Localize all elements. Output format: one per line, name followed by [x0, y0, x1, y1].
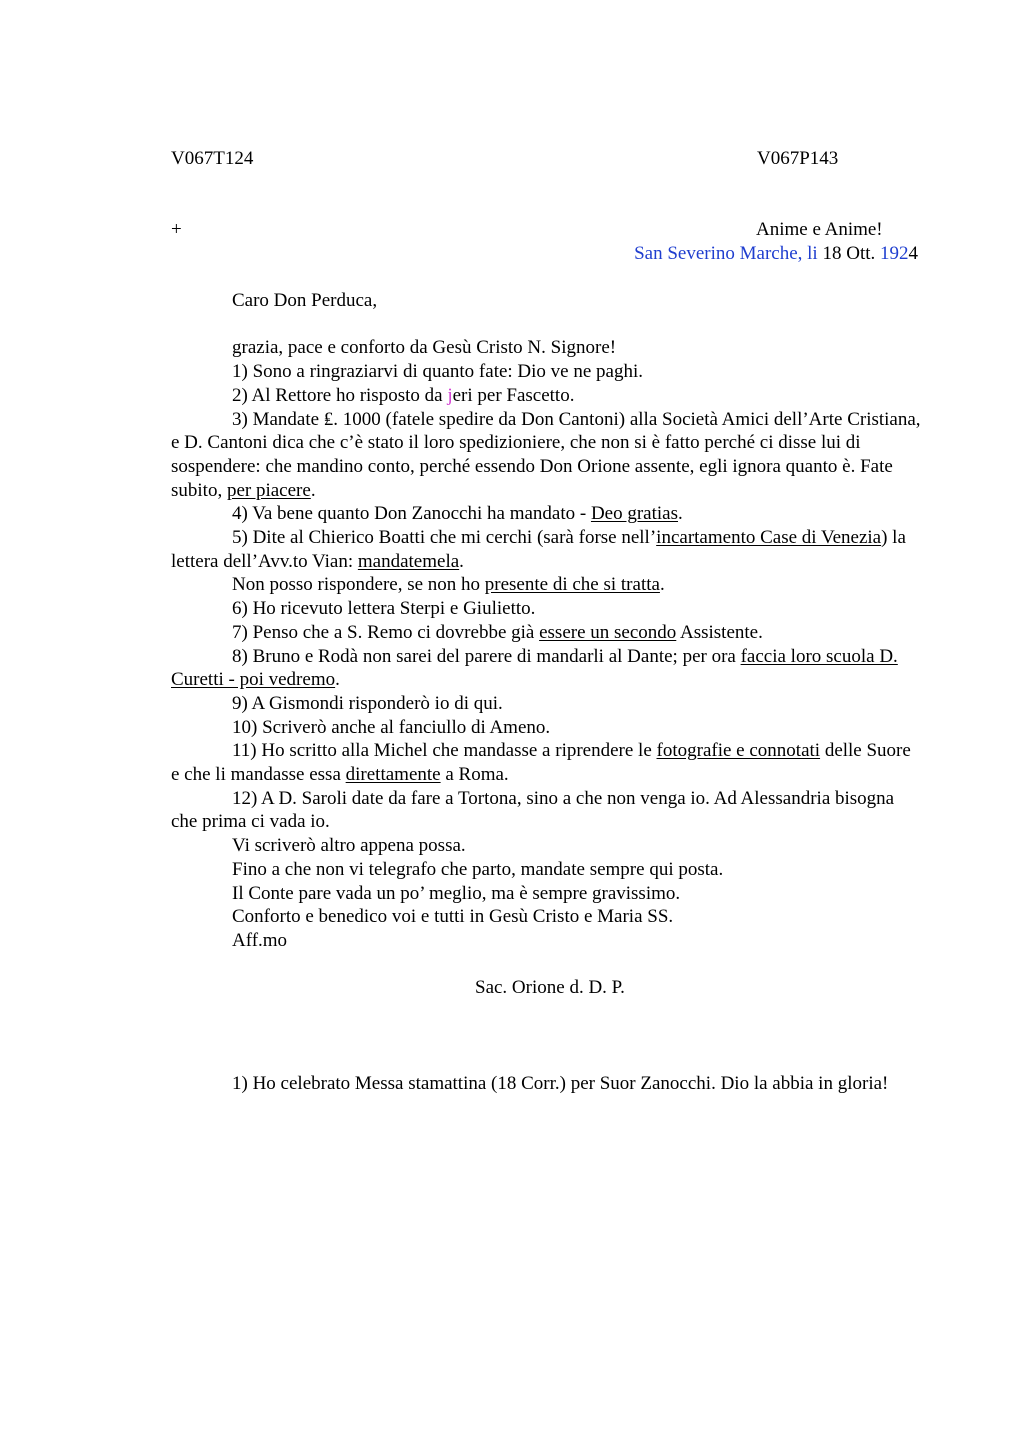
dateline-date: 18 Ott.	[817, 243, 880, 264]
dateline-year-a: 192	[880, 243, 909, 264]
letter-body	[171, 289, 921, 1000]
paragraph-5-continued-text-a: Non posso rispondere, se non ho	[232, 574, 485, 596]
closing-line-4: Conforto e benedico voi e tutti in Gesù Cristo e Maria SS.	[232, 906, 674, 928]
dateline-year-b: 4	[908, 243, 918, 264]
paragraph-11	[171, 739, 921, 786]
paragraph-7-text-a: 7) Penso che a S. Remo ci dovrebbe già	[232, 621, 540, 643]
paragraph-3	[171, 408, 921, 503]
paragraph-11-text-c: a Roma.	[440, 764, 509, 786]
paragraph-5-underlined-1: incartamento Case di Venezia	[656, 527, 882, 549]
paragraph-10: 10) Scriverò anche al fanciullo di Ameno.	[232, 716, 551, 738]
paragraph-4-text-a: 4) Va bene quanto Don Zanocchi ha mandato -	[232, 503, 591, 525]
dateline	[634, 242, 918, 266]
paragraph-4	[171, 502, 921, 526]
closing-line-3: Il Conte pare vada un po’ meglio, ma è sempre gravissimo.	[232, 882, 681, 904]
closing-line-1: Vi scriverò altro appena possa.	[232, 835, 466, 857]
archive-code-left: V067T124	[171, 148, 254, 169]
archive-code-right: V067P143	[757, 148, 839, 169]
paragraph-5-text-c: .	[459, 550, 464, 572]
paragraph-8	[171, 645, 921, 692]
paragraph-5-text-b: ) la lettera dell’Avv.to Vian:	[171, 527, 906, 572]
paragraph-2-text-b: eri per Fascetto.	[452, 384, 575, 406]
paragraph-7	[171, 621, 921, 645]
paragraph-2	[171, 384, 921, 408]
paragraph-7-underlined: essere un secondo	[539, 621, 677, 643]
paragraph-5-continued	[171, 573, 921, 597]
closing: Aff.mo	[232, 929, 288, 951]
paragraph-4-underlined: Deo gratias	[590, 503, 679, 525]
paragraph-5-continued-underlined: presente di che si tratta	[484, 574, 660, 596]
signature: Sac. Orione d. D. P.	[475, 977, 625, 999]
paragraph-8-text-a: 8) Bruno e Rodà non sarei del parere di mandarli al Dante; per ora	[232, 645, 741, 667]
paragraph-2-text-a: 2) Al Rettore ho risposto da	[232, 384, 448, 406]
paragraph-5-continued-text-b: .	[659, 574, 665, 596]
closing-line-2: Fino a che non vi telegrafo che parto, mandate sempre qui posta.	[232, 858, 724, 880]
paragraph-11-text-a: 11) Ho scritto alla Michel che mandasse a riprendere le	[232, 740, 657, 762]
paragraph-3-text-b: .	[310, 479, 316, 501]
paragraph-12: 12) A D. Saroli date da fare a Tortona, sino a che non venga io. Ad Alessandria bisogna che prima ci vada io.	[171, 787, 895, 833]
paragraph-11-text-b: delle Suore e che li mandasse essa	[171, 740, 911, 786]
paragraph-4-text-b: .	[678, 503, 683, 525]
postscript	[171, 1072, 921, 1096]
paragraph-3-underlined: per piacere	[226, 479, 311, 501]
signature-gap	[171, 953, 921, 977]
paragraph-6: 6) Ho ricevuto lettera Sterpi e Giulietto.	[232, 598, 536, 620]
paragraph-5-underlined-2: mandatemela	[357, 550, 460, 572]
postscript-1: 1) Ho celebrato Messa stamattina (18 Corr.) per Suor Zanocchi. Dio la abbia in gloria!	[232, 1073, 889, 1094]
paragraph-3-text-a: 3) Mandate ₤. 1000 (fatele spedire da Don Cantoni) alla Società Amici dell’Arte Cristiana, e D. Cantoni dica che c’è stato il loro spedizioniere, che non si è fatto perché ci disse lui di sospendere: che mandino conto, perché essendo Don Orione assente, egli ignora quanto è. Fate subito,	[171, 408, 921, 501]
dateline-place: San Severino Marche, li	[634, 243, 818, 264]
cross-symbol: +	[171, 219, 182, 240]
paragraph-5-text-a: 5) Dite al Chierico Boatti che mi cerchi (sarà forse nell’	[232, 527, 657, 549]
paragraph-1: 1) Sono a ringraziarvi di quanto fate: Dio ve ne paghi.	[232, 361, 644, 383]
paragraph-5	[171, 526, 921, 573]
paragraph-9: 9) A Gismondi risponderò io di qui.	[232, 692, 503, 714]
motto: Anime e Anime!	[756, 219, 883, 240]
paragraph-11-underlined-1: fotografie e connotati	[656, 740, 821, 762]
salutation: Caro Don Perduca,	[232, 290, 378, 311]
greeting: grazia, pace e conforto da Gesù Cristo N. Signore!	[232, 337, 617, 359]
paragraph-11-underlined-2: direttamente	[345, 764, 441, 786]
paragraph-2-letter-j: j	[447, 384, 453, 406]
paragraph-8-text-b: .	[335, 669, 340, 691]
paragraph-8-underlined: faccia loro scuola D. Curetti - poi vedremo	[171, 645, 898, 691]
paragraph-7-text-b: Assistente.	[676, 621, 763, 643]
